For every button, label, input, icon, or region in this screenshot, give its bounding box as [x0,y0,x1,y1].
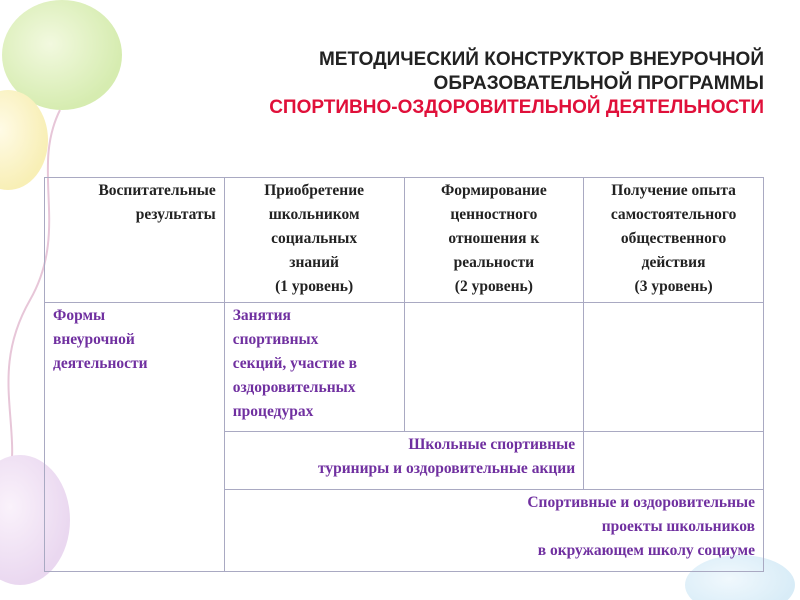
level-2-form-line: туриниры и оздоровительные акции [317,460,576,477]
level-3-form-cell [224,490,763,572]
header-text-line: социальных [271,230,358,247]
empty-cell-level-3 [584,303,764,432]
forms-label-line: деятельности [53,355,148,372]
level-1-form-line: спортивных [232,331,319,348]
header-text-line: общественного [620,230,727,247]
title-line-1: МЕТОДИЧЕСКИЙ КОНСТРУКТОР ВНЕУРОЧНОЙ [318,49,764,70]
level-1-form-line: Занятия [232,307,291,324]
level-1-form-line: секций, участие в [232,355,357,372]
page-title [150,48,764,120]
header-text-line: реальности [453,254,535,271]
header-row [45,178,764,303]
level-2-form-cell [224,432,583,490]
empty-cell-level-2 [404,303,584,432]
header-text-line: Приобретение [264,182,365,199]
level-3-form-line: в окружающем школу социуме [537,542,755,559]
header-text-line: отношения к [448,230,540,247]
level-3-form-line: Спортивные и оздоровительные [527,494,755,511]
forms-label-line: Формы [53,307,106,324]
empty-cell-level-3-row-2 [584,432,764,490]
header-text-line: действия [641,254,706,271]
forms-label-cell [45,303,225,572]
level-1-form-line: оздоровительных [232,379,356,396]
level-1-form-line: процедурах [232,403,314,420]
header-cell-level-1 [224,178,404,303]
level-3-form-line: проекты школьников [601,518,755,535]
forms-label-line: внеурочной [53,331,135,348]
header-text-line: (3 уровень) [634,278,713,295]
header-cell-level-3 [584,178,764,303]
level-2-form-line: Школьные спортивные [408,436,576,453]
header-text-line: (1 уровень) [275,278,354,295]
header-text-line: Формирование [440,182,547,199]
header-text-line: Воспитательные [98,182,216,199]
header-text-line: самостоятельного [610,206,737,223]
title-line-2: ОБРАЗОВАТЕЛЬНОЙ ПРОГРАММЫ [433,73,764,94]
constructor-table [44,177,764,572]
level-1-row [45,303,764,432]
header-cell-results [45,178,225,303]
header-text-line: результаты [135,206,216,223]
header-text-line: (2 уровень) [454,278,533,295]
header-text-line: школьником [268,206,360,223]
header-text-line: ценностного [450,206,538,223]
header-text-line: Получение опыта [611,182,736,199]
title-line-3-accent: СПОРТИВНО-ОЗДОРОВИТЕЛЬНОЙ ДЕЯТЕЛЬНОСТИ [269,97,764,118]
header-cell-level-2 [404,178,584,303]
header-text-line: знаний [289,254,339,271]
level-1-form-cell [224,303,404,432]
